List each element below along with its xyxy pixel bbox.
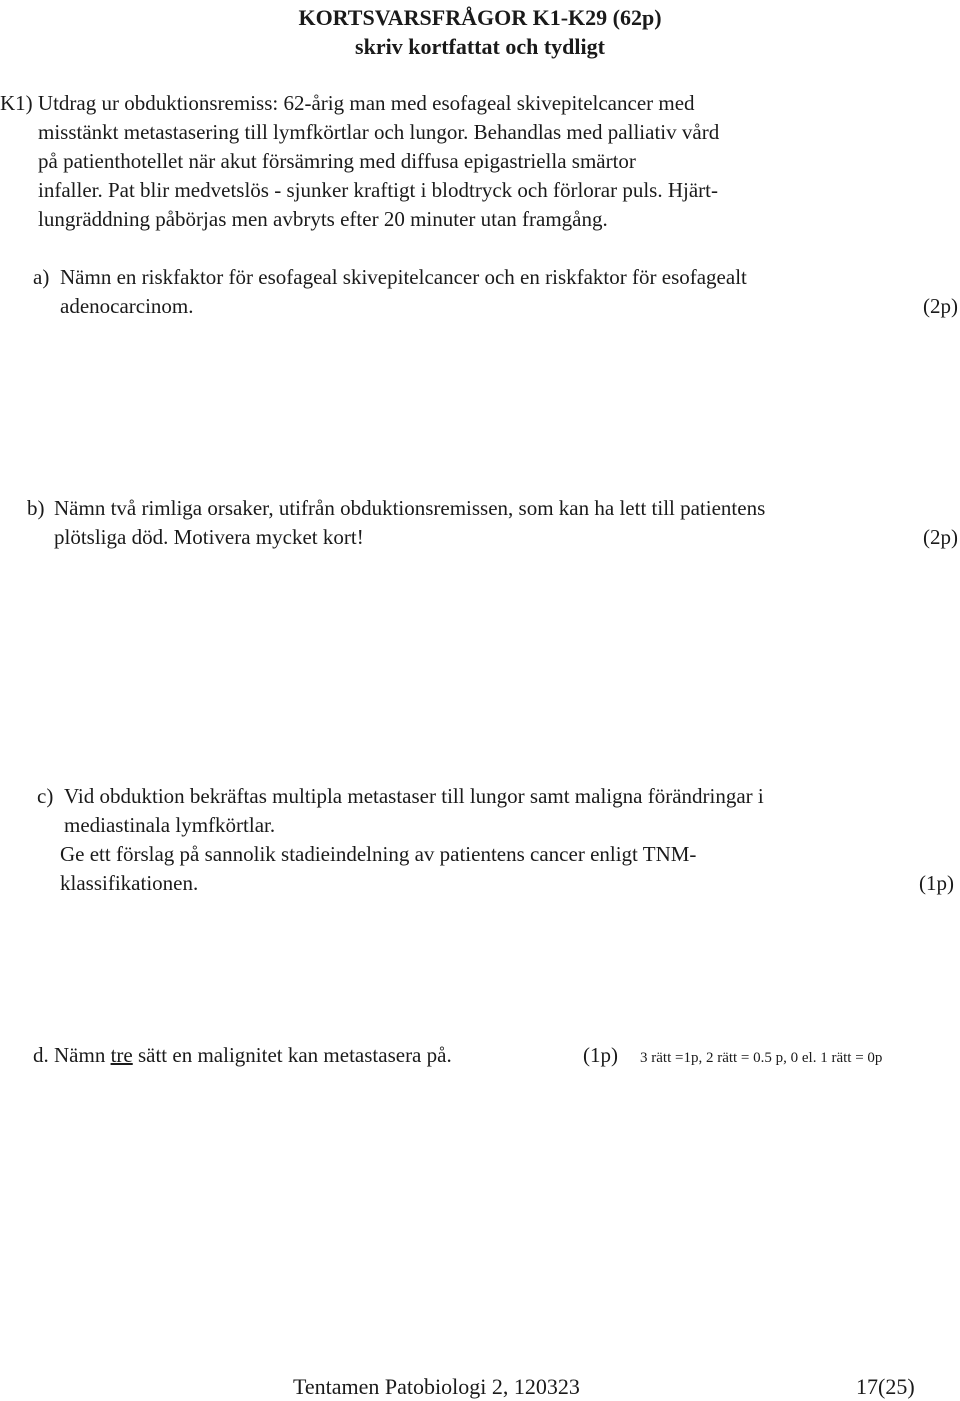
question-text: adenocarcinom. — [60, 294, 194, 318]
question-text: mediastinala lymfkörtlar. — [64, 813, 276, 837]
footer-course: Tentamen Patobiologi 2, 120323 — [293, 1374, 580, 1399]
intro-line: misstänkt metastasering till lymfkörtlar och lungor. Behandlas med palliativ vård — [38, 120, 720, 144]
question-label: d. — [33, 1043, 49, 1067]
intro-line: lungräddning påbörjas men avbryts efter 20 minuter utan framgång. — [38, 207, 608, 231]
intro-line: K1) Utdrag ur obduktionsremiss: 62-årig man med esofageal skivepitelcancer med — [0, 91, 695, 115]
emphasis-word: tre — [110, 1043, 133, 1067]
question-text: klassifikationen. — [60, 871, 199, 895]
exam-section-subtitle: skriv kortfattat och tydligt — [355, 34, 605, 59]
question-text: sätt en malignitet kan metastasera på. — [137, 1043, 452, 1067]
scoring-note: 3 rätt =1p, 2 rätt = 0.5 p, 0 el. 1 rätt = 0p — [640, 1050, 883, 1066]
question-label: b) — [27, 496, 45, 520]
points-label: (1p) — [583, 1043, 618, 1067]
question-text: plötsliga död. Motivera mycket kort! — [54, 525, 364, 549]
exam-section-title: KORTSVARSFRÅGOR K1-K29 (62p) — [298, 5, 662, 30]
intro-line: på patienthotellet när akut försämring med diffusa epigastriella smärtor — [38, 149, 636, 173]
question-text: Ge ett förslag på sannolik stadieindelning av patientens cancer enligt TNM- — [60, 842, 697, 866]
question-text: Vid obduktion bekräftas multipla metastaser till lungor samt maligna förändringar i — [64, 784, 764, 808]
question-text: Nämn — [54, 1043, 106, 1067]
points-label: (2p) — [923, 294, 958, 318]
question-text: Nämn en riskfaktor för esofageal skivepitelcancer och en riskfaktor för esofagealt — [60, 265, 747, 289]
question-label: c) — [37, 784, 54, 808]
question-text-line — [33, 1041, 452, 1070]
intro-line: infaller. Pat blir medvetslös - sjunker kraftigt i blodtryck och förlorar puls. Hjärt- — [38, 178, 718, 202]
footer-page-number: 17(25) — [856, 1374, 915, 1399]
question-label: a) — [33, 265, 50, 289]
question-text: Nämn två rimliga orsaker, utifrån obduktionsremissen, som kan ha lett till patientens — [54, 496, 766, 520]
points-label: (2p) — [923, 525, 958, 549]
points-label: (1p) — [919, 871, 954, 895]
